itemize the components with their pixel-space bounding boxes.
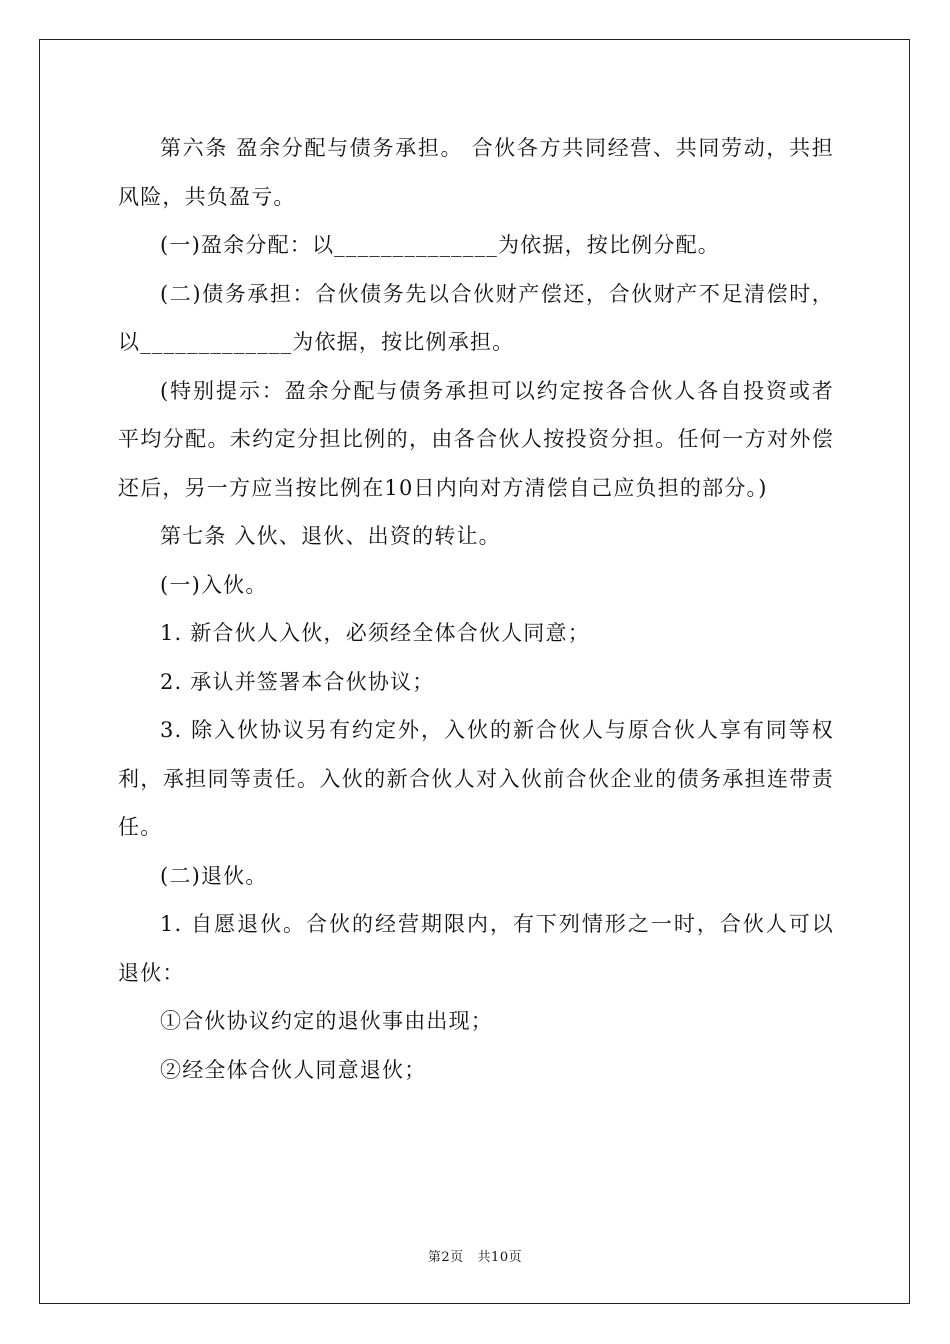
withdrawal-condition-1: ①合伙协议约定的退伙事由出现； xyxy=(160,1009,493,1033)
admission-heading: (一)入伙。 xyxy=(160,572,268,597)
page-number: 第2页 共10页 xyxy=(427,1250,523,1265)
document-body xyxy=(118,124,834,1094)
article-7-heading: 第七条 入伙、退伙、出资的转让。 xyxy=(160,524,501,548)
special-note: (特别提示：盈余分配与债务承担可以约定按各合伙人各自投资或者平均分配。未约定分担比例的，由各合伙人按投资分担。任何一方对外偿还后，另一方应当按比例在10日内向对方清偿自己应负担的部分。) xyxy=(118,378,834,500)
withdrawal-condition-2: ②经全体合伙人同意退伙； xyxy=(160,1057,427,1082)
admission-item-3: 3. 除入伙协议另有约定外，入伙的新合伙人与原合伙人享有同等权利，承担同等责任。入伙的新合伙人对入伙前合伙企业的债务承担连带责任。 xyxy=(118,718,834,839)
admission-item-1: 1. 新合伙人入伙，必须经全体合伙人同意； xyxy=(160,621,590,645)
article-6-heading: 第六条 盈余分配与债务承担。 合伙各方共同经营、共同劳动，共担风险，共负盈亏。 xyxy=(118,136,834,209)
withdrawal-item-1: 1. 自愿退伙。合伙的经营期限内，有下列情形之一时，合伙人可以退伙： xyxy=(118,912,834,985)
surplus-distribution-clause: (一)盈余分配：以______________为依据，按比例分配。 xyxy=(160,233,720,257)
admission-item-2: 2. 承认并签署本合伙协议； xyxy=(160,669,435,694)
withdrawal-heading: (二)退伙。 xyxy=(160,863,268,888)
debt-bearing-clause: (二)债务承担：合伙债务先以合伙财产偿还，合伙财产不足清偿时，以_____________为依据，按比例承担。 xyxy=(118,281,834,354)
